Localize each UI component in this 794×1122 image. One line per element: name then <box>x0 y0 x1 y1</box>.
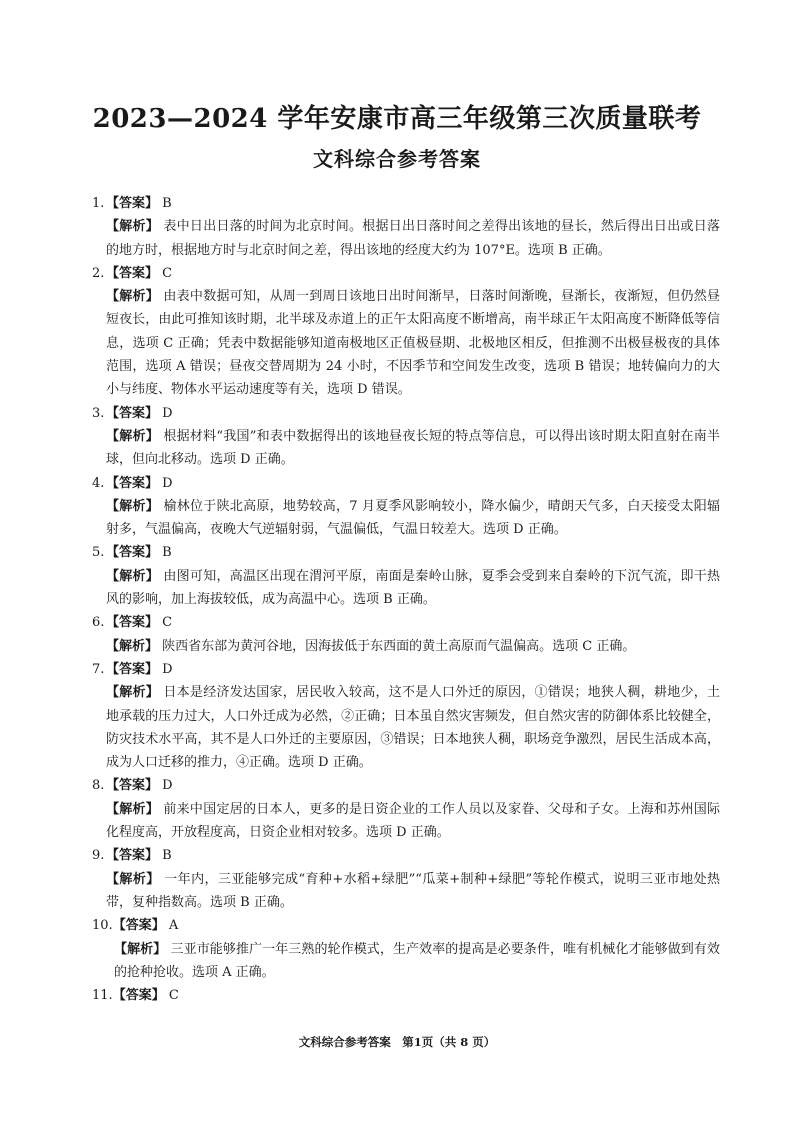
analysis-body: 榆林位于陕北高原，地势较高，7 月夏季风影响较小，降水偏少，晴朗天气多，白天接受太阳辐射多，气温偏高，夜晚大气逆辐射弱，气温偏低，气温日较差大。选项 D 正确。 <box>106 498 720 538</box>
analysis-body: 前来中国定居的日本人，更多的是日资企业的工作人员以及家眷、父母和子女。上海和苏州国际化程度高，开放程度高，日资企业相对较多。选项 D 正确。 <box>106 801 720 841</box>
answer-value: C <box>168 988 179 1004</box>
question-number: 9. <box>92 848 105 864</box>
answer-tag: 【答案】 <box>106 475 159 491</box>
answer-line <box>92 541 720 564</box>
answer-tag: 【答案】 <box>112 988 165 1004</box>
answer-list <box>92 192 720 1007</box>
answer-item <box>92 262 720 402</box>
answer-value: B <box>162 196 172 211</box>
analysis-body: 陕西省东部为黄河谷地，因海拔低于东西面的黄土高原而气温偏高。选项 C 正确。 <box>162 638 636 654</box>
answer-item <box>92 402 720 472</box>
answer-line <box>92 472 720 495</box>
answer-item <box>92 914 720 984</box>
question-number: 6. <box>92 615 105 631</box>
answer-line <box>92 774 720 797</box>
question-number: 8. <box>92 778 105 794</box>
analysis-text <box>92 495 720 542</box>
answer-tag: 【答案】 <box>106 196 159 211</box>
answer-value: B <box>162 848 172 864</box>
answer-tag: 【答案】 <box>106 848 159 864</box>
analysis-body: 日本是经济发达国家，居民收入较高，这不是人口外迁的原因，①错误；地狭人稠，耕地少，土地承载的压力过大，人口外迁成为必然，②正确；日本虽自然灾害频发，但自然灾害的防御体系比较健全，防灾技术水平高，其不是人口外迁的主要原因，③错误；日本地狭人稠，职场竞争激烈，居民生活成本高，成为人口迁移的推力，④正确。选项 D 正确。 <box>106 685 720 771</box>
answer-line <box>92 402 720 425</box>
analysis-body: 由表中数据可知，从周一到周日该地日出时间渐早，日落时间渐晚，昼渐长，夜渐短，但仍然昼短夜长，由此可推知该时期，北半球及赤道上的正午太阳高度不断增高，南半球正午太阳高度不断降低等信息，选项 C 正确；凭表中数据能够知道南极地区正值极昼期、北极地区相反，但推测不出极昼极夜的具体范围，选项 A 错误；昼夜交替周期为 24 小时，不因季节和空间发生改变，选项 B 错误；地转偏向力的大小与纬度、物体水平运动速度等有关，选项 D 错误。 <box>106 289 720 398</box>
answer-line <box>92 984 720 1007</box>
answer-line <box>92 914 720 937</box>
answer-value: C <box>162 265 173 281</box>
analysis-tag: 【解析】 <box>106 219 160 235</box>
question-number: 11. <box>92 988 113 1004</box>
analysis-tag: 【解析】 <box>106 498 160 514</box>
question-number: 7. <box>92 661 105 677</box>
answer-value: D <box>162 405 173 421</box>
analysis-tag: 【解析】 <box>106 801 160 817</box>
analysis-text <box>92 938 720 985</box>
analysis-tag: 【解析】 <box>114 941 167 957</box>
analysis-tag: 【解析】 <box>106 428 159 444</box>
answer-item <box>92 774 720 844</box>
answer-value: D <box>162 778 173 794</box>
analysis-text <box>92 425 720 472</box>
answer-line <box>92 658 720 681</box>
answer-tag: 【答案】 <box>106 778 159 794</box>
analysis-body: 由图可知，高温区出现在渭河平原，南面是秦岭山脉，夏季会受到来自秦岭的下沉气流，即干热风的影响，加上海拔较低，成为高温中心。选项 B 正确。 <box>106 568 720 608</box>
analysis-tag: 【解析】 <box>106 289 160 305</box>
question-number: 10. <box>92 918 113 934</box>
analysis-text <box>92 798 720 845</box>
page-subtitle: 文科综合参考答案 <box>313 147 481 171</box>
analysis-body: 三亚市能够推广一年三熟的轮作模式，生产效率的提高是必要条件，唯有机械化才能够做到有效的抢种抢收。选项 A 正确。 <box>114 941 720 980</box>
question-number: 3. <box>92 405 105 421</box>
answer-value: C <box>162 615 173 631</box>
answer-value: A <box>168 918 179 934</box>
answer-tag: 【答案】 <box>106 615 159 631</box>
answer-value: B <box>162 545 172 561</box>
answer-tag: 【答案】 <box>106 545 159 561</box>
answer-tag: 【答案】 <box>106 265 159 281</box>
analysis-tag: 【解析】 <box>106 568 160 584</box>
answer-line <box>92 192 720 215</box>
answer-item <box>92 984 720 1007</box>
analysis-tag: 【解析】 <box>106 871 160 887</box>
answer-line <box>92 844 720 867</box>
analysis-text <box>92 681 720 774</box>
analysis-text <box>92 565 720 612</box>
question-number: 4. <box>92 475 105 491</box>
answer-item <box>92 658 720 774</box>
answer-value: D <box>162 475 173 491</box>
answer-item <box>92 611 720 658</box>
answer-tag: 【答案】 <box>106 661 159 677</box>
analysis-text <box>92 285 720 401</box>
answer-item <box>92 844 720 914</box>
question-number: 5. <box>92 545 105 561</box>
answer-value: D <box>162 661 173 677</box>
answer-line <box>92 262 720 285</box>
analysis-body: 一年内，三亚能够完成“育种+水稻+绿肥”“瓜菜+制种+绿肥”等轮作模式，说明三亚市地处热带，复种指数高。选项 B 正确。 <box>106 871 720 910</box>
page-title: 2023—2024 学年安康市高三年级第三次质量联考 <box>92 104 702 134</box>
analysis-body: 根据材料“我国”和表中数据得出的该地昼夜长短的特点等信息，可以得出该时期太阳直射在南半球，但向北移动。选项 D 正确。 <box>106 428 720 468</box>
question-number: 2. <box>92 265 105 281</box>
analysis-tag: 【解析】 <box>106 685 160 701</box>
answer-item <box>92 192 720 262</box>
answer-item <box>92 541 720 611</box>
analysis-text <box>92 868 720 915</box>
analysis-text <box>92 635 720 658</box>
answer-tag: 【答案】 <box>106 405 159 421</box>
answer-line <box>92 611 720 634</box>
analysis-body: 表中日出日落的时间为北京时间。根据日出日落时间之差得出该地的昼长，然后得出日出或日落的地方时，根据地方时与北京时间之差，得出该地的经度大约为 107°E。选项 B 正确。 <box>106 219 720 258</box>
question-number: 1. <box>92 196 105 211</box>
answer-tag: 【答案】 <box>112 918 165 934</box>
analysis-text <box>92 215 720 262</box>
answer-item <box>92 472 720 542</box>
page-footer: 文科综合参考答案 第1页（共 8 页） <box>298 1035 496 1049</box>
analysis-tag: 【解析】 <box>106 638 159 654</box>
